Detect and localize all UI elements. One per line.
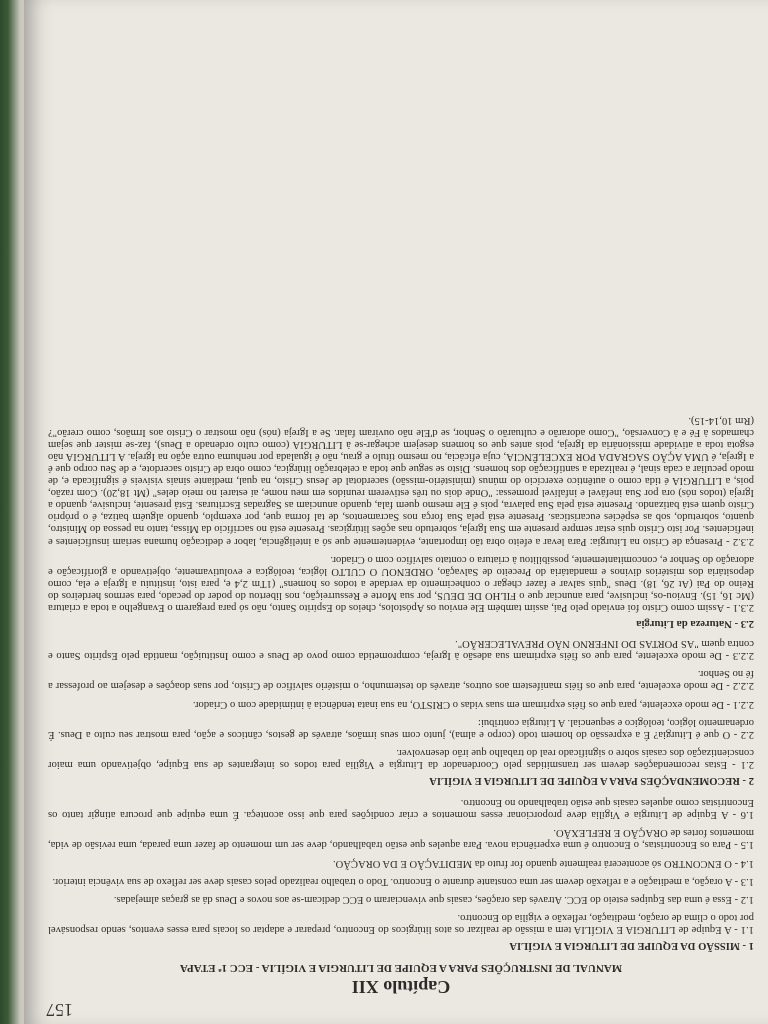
paragraph-2-3-1: 2.3.1 - Assim como Cristo foi enviado pelo Pai, assim também Ele enviou os Apóstolos, cheios do Espírito Santo, não só para pregarem o Evangelho a toda a criatura (Mc 16, 15). Enviou-os, inclusive, para anunciar que o FILHO DE DEUS, por sua Morte e Ressurreição, nos libertou do poder do pecado, para sermos herdeiros do Reino do Pai (At 26, 18). Deus "quis salvar e fazer chegar o conhecimento da verdade a todos os homens" (1Tm 2,4 e, para isto, instituiu a Igreja e ela, como depositária dos mistérios divinos e mandatária do Preceito de Salvação, ORDENOU O CULTO lógica, teológica e evolutivamente, objetivando a glorificação e adoração do Senhor e, concomitantemente, possibilitou à criatura o contato salvífico com o Criador. [48, 553, 754, 614]
paragraph-1-2: 1.2 - Essa é uma das Equipes esteio do ECC. Através das orações, casais que vivenciaram o ECC dedicam-se aos novos e Deus dá as graças almejadas. [113, 893, 754, 905]
section-1-heading: 1 - MISSÃO DA EQUIPE DE LITURGIA E VIGÍLIA [509, 940, 754, 951]
page-content-upside-down [24, 0, 768, 1024]
section-2-3-heading: 2.3 - Natureza da Liturgia [636, 618, 754, 630]
page-text-block [48, 408, 754, 1016]
section-2-heading: 2 - RECOMENDAÇÕES PARA A EQUIPE DE LITURGIA E VIGÍLIA [429, 775, 754, 787]
paragraph-2-2-2: 2.2.2 - De modo excelente, para que os fiéis manifestem aos outros, através do testemunho, o mistério salvífico de Cristo, por suas doações e desejem ao professar a fé no Senhor. [48, 668, 754, 692]
book-page [24, 0, 768, 1024]
page-number: 157 [46, 1000, 73, 1020]
paragraph-1-5: 1.5 - Para os Encontristas, o Encontro é uma experiência nova. Para aqueles que estão trabalhando, deve ser um momento de fazer uma parada, uma revisão de vida, momentos fortes de ORAÇÃO E REFLEXÃO. [48, 827, 754, 851]
paragraph-1-1: 1.1 - A Equipe de LITURGIA E VIGÍLIA tem a missão de realizar os atos litúrgicos do Encontro, preparar e adaptar os locais para esses eventos, sendo responsável por todo o clima de oração, meditação, reflexão e vigília do Encontro. [48, 911, 754, 935]
paragraph-1-4: 1.4 - O ENCONTRO só acontecerá realmente quando for fruto da MEDITAÇÃO E DA ORAÇÃO. [332, 857, 754, 869]
paragraph-1-3: 1.3 - A oração, a meditação e a reflexão devem ser uma constante durante o Encontro. Todo o trabalho realizado pelos casais deve ser reflexo de sua vivência interior. [52, 875, 754, 887]
paragraph-2-3-2: 2.3.2 - Presença de Cristo na Liturgia: Para levar a efeito obra tão importante, evidentemente que só a inteligência, labor e dedicação humana seriam insuficientes e ineficientes. Por isto Cristo quis estar sempre presente em Sua Igreja, sobretudo nas ações litúrgicas. Presente está no sacrifício da Missa, tanto na pessoa do Ministro, quanto, sobretudo, sob as espécies eucarísticas. Presente está pela Sua força nos Sacramentos, de tal forma que, por exemplo, quando alguém batiza, é o próprio Cristo quem está batizando. Presente está pela Sua palavra, pois é Ele mesmo quem fala, quando anunciam as Sagradas Escrituras. Está presente, inclusive, quando a Igreja (todos nós) ora por Sua inefável e infalível promessa: "Onde dois ou três estiverem reunidos em meu nome, aí estarei no meio deles" (Mt 18,20). Com razão, pois, a LITURGIA é tida como o autêntico exercício do múnus (ministério-missão) sacerdotal de Jesus Cristo, na qual, mediante sinais visíveis é significada e, de modo peculiar a cada sinal, é realizada a santificação dos homens. Disto se segue que toda a celebração litúrgica, como obra de Cristo sacerdote, e de Seu corpo que é a Igreja, é UMA AÇÃO SAGRADA POR EXCELÊNCIA, cuja eficácia, no mesmo título e grau, não é igualada por nenhuma outra ação na Igreja. A LITURGIA não esgota toda a atividade missionária da Igreja, pois antes que os homens desejem achegar-se à LITURGIA (como culto ordenado a Deus), faz-se mister que sejam chamados à Fé e à Conversão, "Como adorarão e cultuarão o Senhor, se d'Ele não ouviram falar. Se a Igreja (nós) não mostrar o Cristo aos Irmãos, como crerão"? (Rm 10,14-15). [48, 414, 754, 547]
paragraph-1-6: 1.6 - A Equipe de Liturgia e Vigília deve proporcionar esses momentos e criar condições para que isso aconteça. É uma equipe que procura atingir tanto os Encontristas como aqueles casais que estão trabalhando no Encontro. [48, 797, 754, 821]
chapter-title: Capítulo XII [351, 977, 451, 997]
paragraph-2-1: 2.1 - Estas recomendações devem ser transmitidas pelo Coordenador da Liturgia e Vigília para todos os integrantes de sua Equipe, objetivando uma maior conscientização dos casais sobre o significado real do trabalho que irão desenvolver. [48, 746, 754, 770]
manual-subtitle: MANUAL DE INSTRUÇÕES PARA A EQUIPE DE LITURGIA E VIGÍLIA - ECC 1ª ETAPA [179, 962, 623, 974]
paragraph-2-2-3: 2.2.3 - De modo excelente, para que os fiéis exprimam sua adesão à Igreja, comprometida como povo de Deus e como Instituição, mantida pelo Espírito Santo e contra quem "AS PORTAS DO INFERNO NÃO PREVALECERÃO". [48, 638, 754, 662]
paragraph-2-2: 2.2 - O que é Liturgia? É a expressão do homem todo (corpo e alma), junto com seus irmãos, através de gestos, cânticos e ação, para mostrar seu culto a Deus. É ordenamento lógico, teológico e sequencial. A Liturgia contribui: [48, 716, 754, 740]
paragraph-2-2-1: 2.2.1 - De modo excelente, para que os fiéis exprimam em suas vidas o CRISTO, na sua inata tendência à intimidade com o Criador. [192, 698, 754, 710]
